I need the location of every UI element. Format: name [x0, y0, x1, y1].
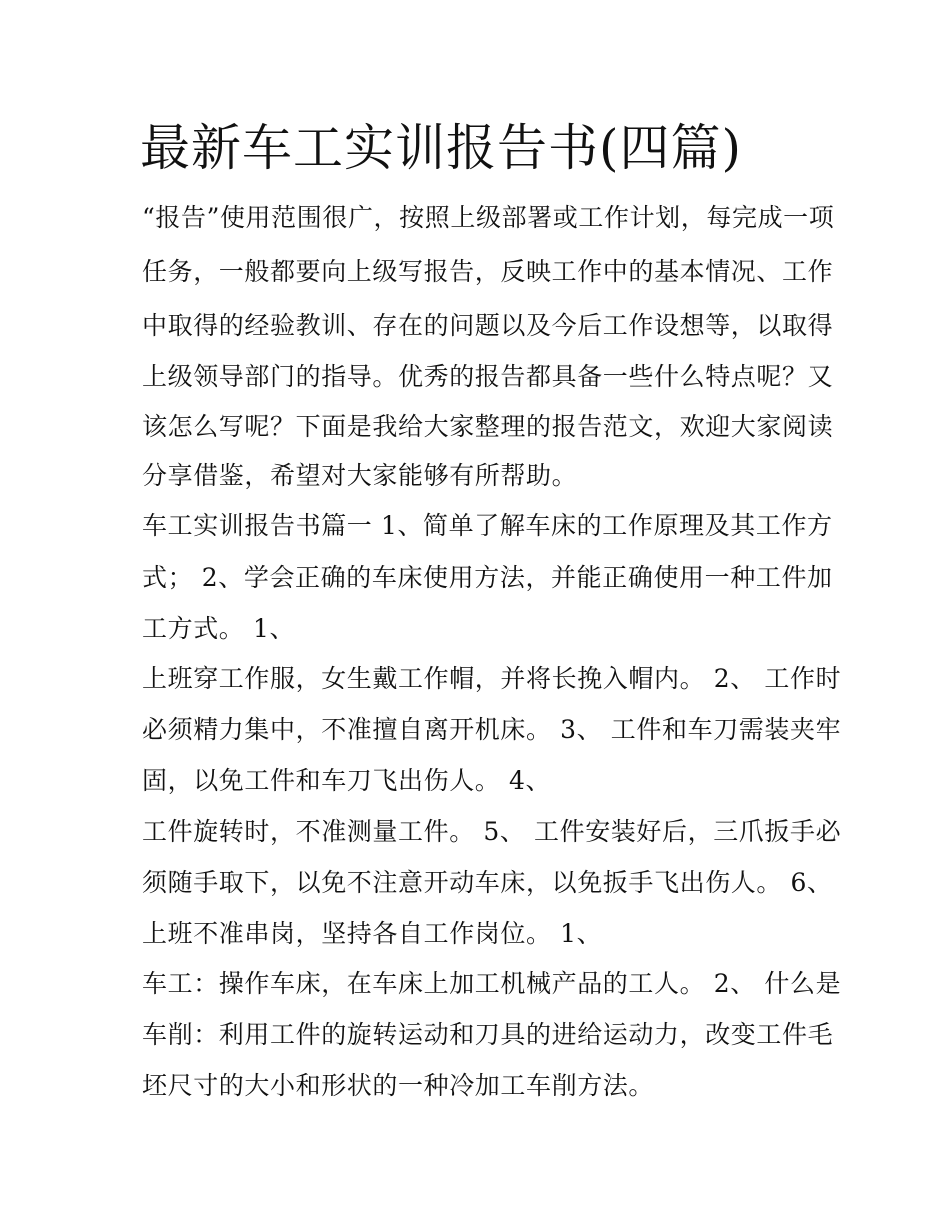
- paragraph-line: 式； 2、学会正确的车床使用方法，并能正确使用一种工件加: [142, 563, 833, 592]
- paragraph-line: 坯尺寸的大小和形状的一种冷加工车削方法。: [142, 1071, 655, 1100]
- paragraph-line: 任务，一般都要向上级写报告，反映工作中的基本情况、工作: [142, 257, 834, 286]
- paragraph-line: 分享借鉴，希望对大家能够有所帮助。: [142, 461, 578, 490]
- paragraph-line: 工方式。 1、: [142, 614, 296, 643]
- paragraph-line: 必须精力集中，不准擅自离开机床。 3、 工件和车刀需装夹牢: [142, 715, 842, 744]
- paragraph-line: 车工实训报告书篇一 1、简单了解车床的工作原理及其工作方: [142, 511, 833, 540]
- paragraph-line: 车工：操作车床，在车床上加工机械产品的工人。 2、 什么是: [142, 969, 842, 998]
- paragraph-line: 该怎么写呢？下面是我给大家整理的报告范文，欢迎大家阅读: [142, 412, 834, 441]
- paragraph-line: 车削：利用工件的旋转运动和刀具的进给运动力，改变工件毛: [142, 1020, 834, 1049]
- paragraph-line: 上班穿工作服，女生戴工作帽，并将长挽入帽内。 2、 工作时: [142, 664, 842, 693]
- paragraph-line: 上级领导部门的指导。优秀的报告都具备一些什么特点呢？又: [142, 362, 834, 391]
- paragraph-line: 固，以免工件和车刀飞出伤人。 4、: [142, 766, 552, 795]
- paragraph-line: “报告”使用范围很广，按照上级部署或工作计划，每完成一项: [142, 203, 835, 232]
- paragraph-line: 工件旋转时，不准测量工件。 5、 工件安装好后，三爪扳手必: [142, 817, 842, 846]
- paragraph-line: 须随手取下，以免不注意开动车床，以免扳手飞出伤人。 6、: [142, 868, 833, 897]
- paragraph-line: 上班不准串岗，坚持各自工作岗位。 1、: [142, 919, 603, 948]
- paragraph-line: 中取得的经验教训、存在的问题以及今后工作设想等，以取得: [142, 311, 834, 340]
- page-title: 最新车工实训报告书(四篇): [140, 119, 743, 177]
